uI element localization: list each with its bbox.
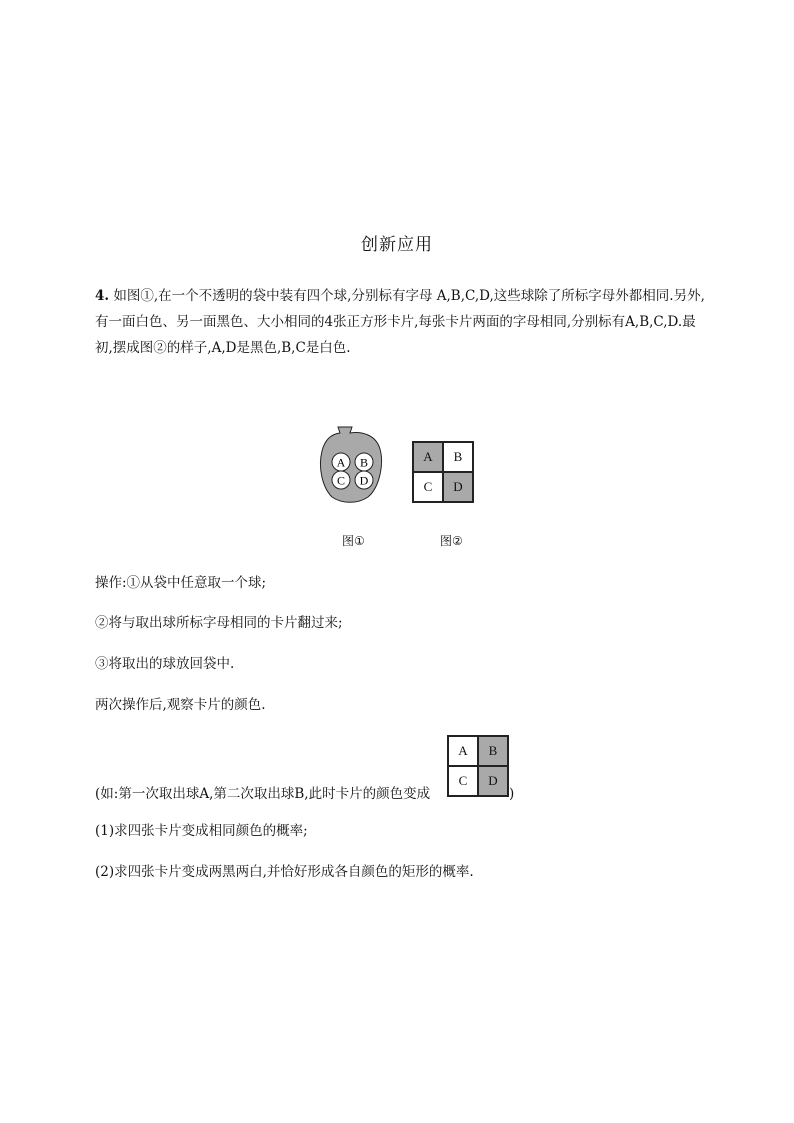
- card-b: B: [443, 442, 473, 472]
- operation-step-1: 操作:①从袋中任意取一个球;: [95, 575, 267, 591]
- card-d: D: [443, 472, 473, 502]
- problem-number: 4.: [95, 288, 110, 304]
- ball-a-label: A: [336, 455, 346, 470]
- example-card-grid: [447, 735, 509, 797]
- card-c: C: [413, 472, 443, 502]
- example-text-after: ): [509, 786, 515, 802]
- example-card-d: D: [478, 766, 508, 796]
- operation-step-3: ③将取出的球放回袋中.: [95, 656, 235, 672]
- example-text-before: (如:第一次取出球A,第二次取出球B,此时卡片的颜色变成: [95, 786, 431, 802]
- figure-1-label: 图①: [342, 534, 365, 548]
- operation-step-2: ②将与取出球所标字母相同的卡片翻过来;: [95, 615, 343, 631]
- problem-statement: [95, 283, 710, 361]
- example-card-c: C: [448, 766, 478, 796]
- ball-b-label: B: [359, 455, 369, 470]
- question-2: (2)求四张卡片变成两黑两白,并恰好形成各自颜色的矩形的概率.: [95, 864, 474, 880]
- figure-1-bag: [318, 425, 384, 505]
- operation-observe: 两次操作后,观察卡片的颜色.: [95, 697, 266, 713]
- figure-2-card-grid: [412, 441, 474, 503]
- ball-d-label: D: [359, 473, 369, 488]
- question-1: (1)求四张卡片变成相同颜色的概率;: [95, 823, 308, 839]
- example-card-b: B: [478, 736, 508, 766]
- section-title: 创新应用: [361, 235, 433, 255]
- card-a: A: [413, 442, 443, 472]
- ball-c-label: C: [336, 473, 346, 488]
- bag-drawing: [318, 425, 384, 505]
- example-card-a: A: [448, 736, 478, 766]
- problem-text: 如图①,在一个不透明的袋中装有四个球,分别标有字母 A,B,C,D,这些球除了所标字母外都相同.另外,有一面白色、另一面黑色、大小相同的4张正方形卡片,每张卡片两面的字母相同,分别标有A,B,C,D.最初,摆成图②的样子,A,D是黑色,B,C是白色.: [95, 288, 705, 356]
- figure-2-label: 图②: [440, 534, 463, 548]
